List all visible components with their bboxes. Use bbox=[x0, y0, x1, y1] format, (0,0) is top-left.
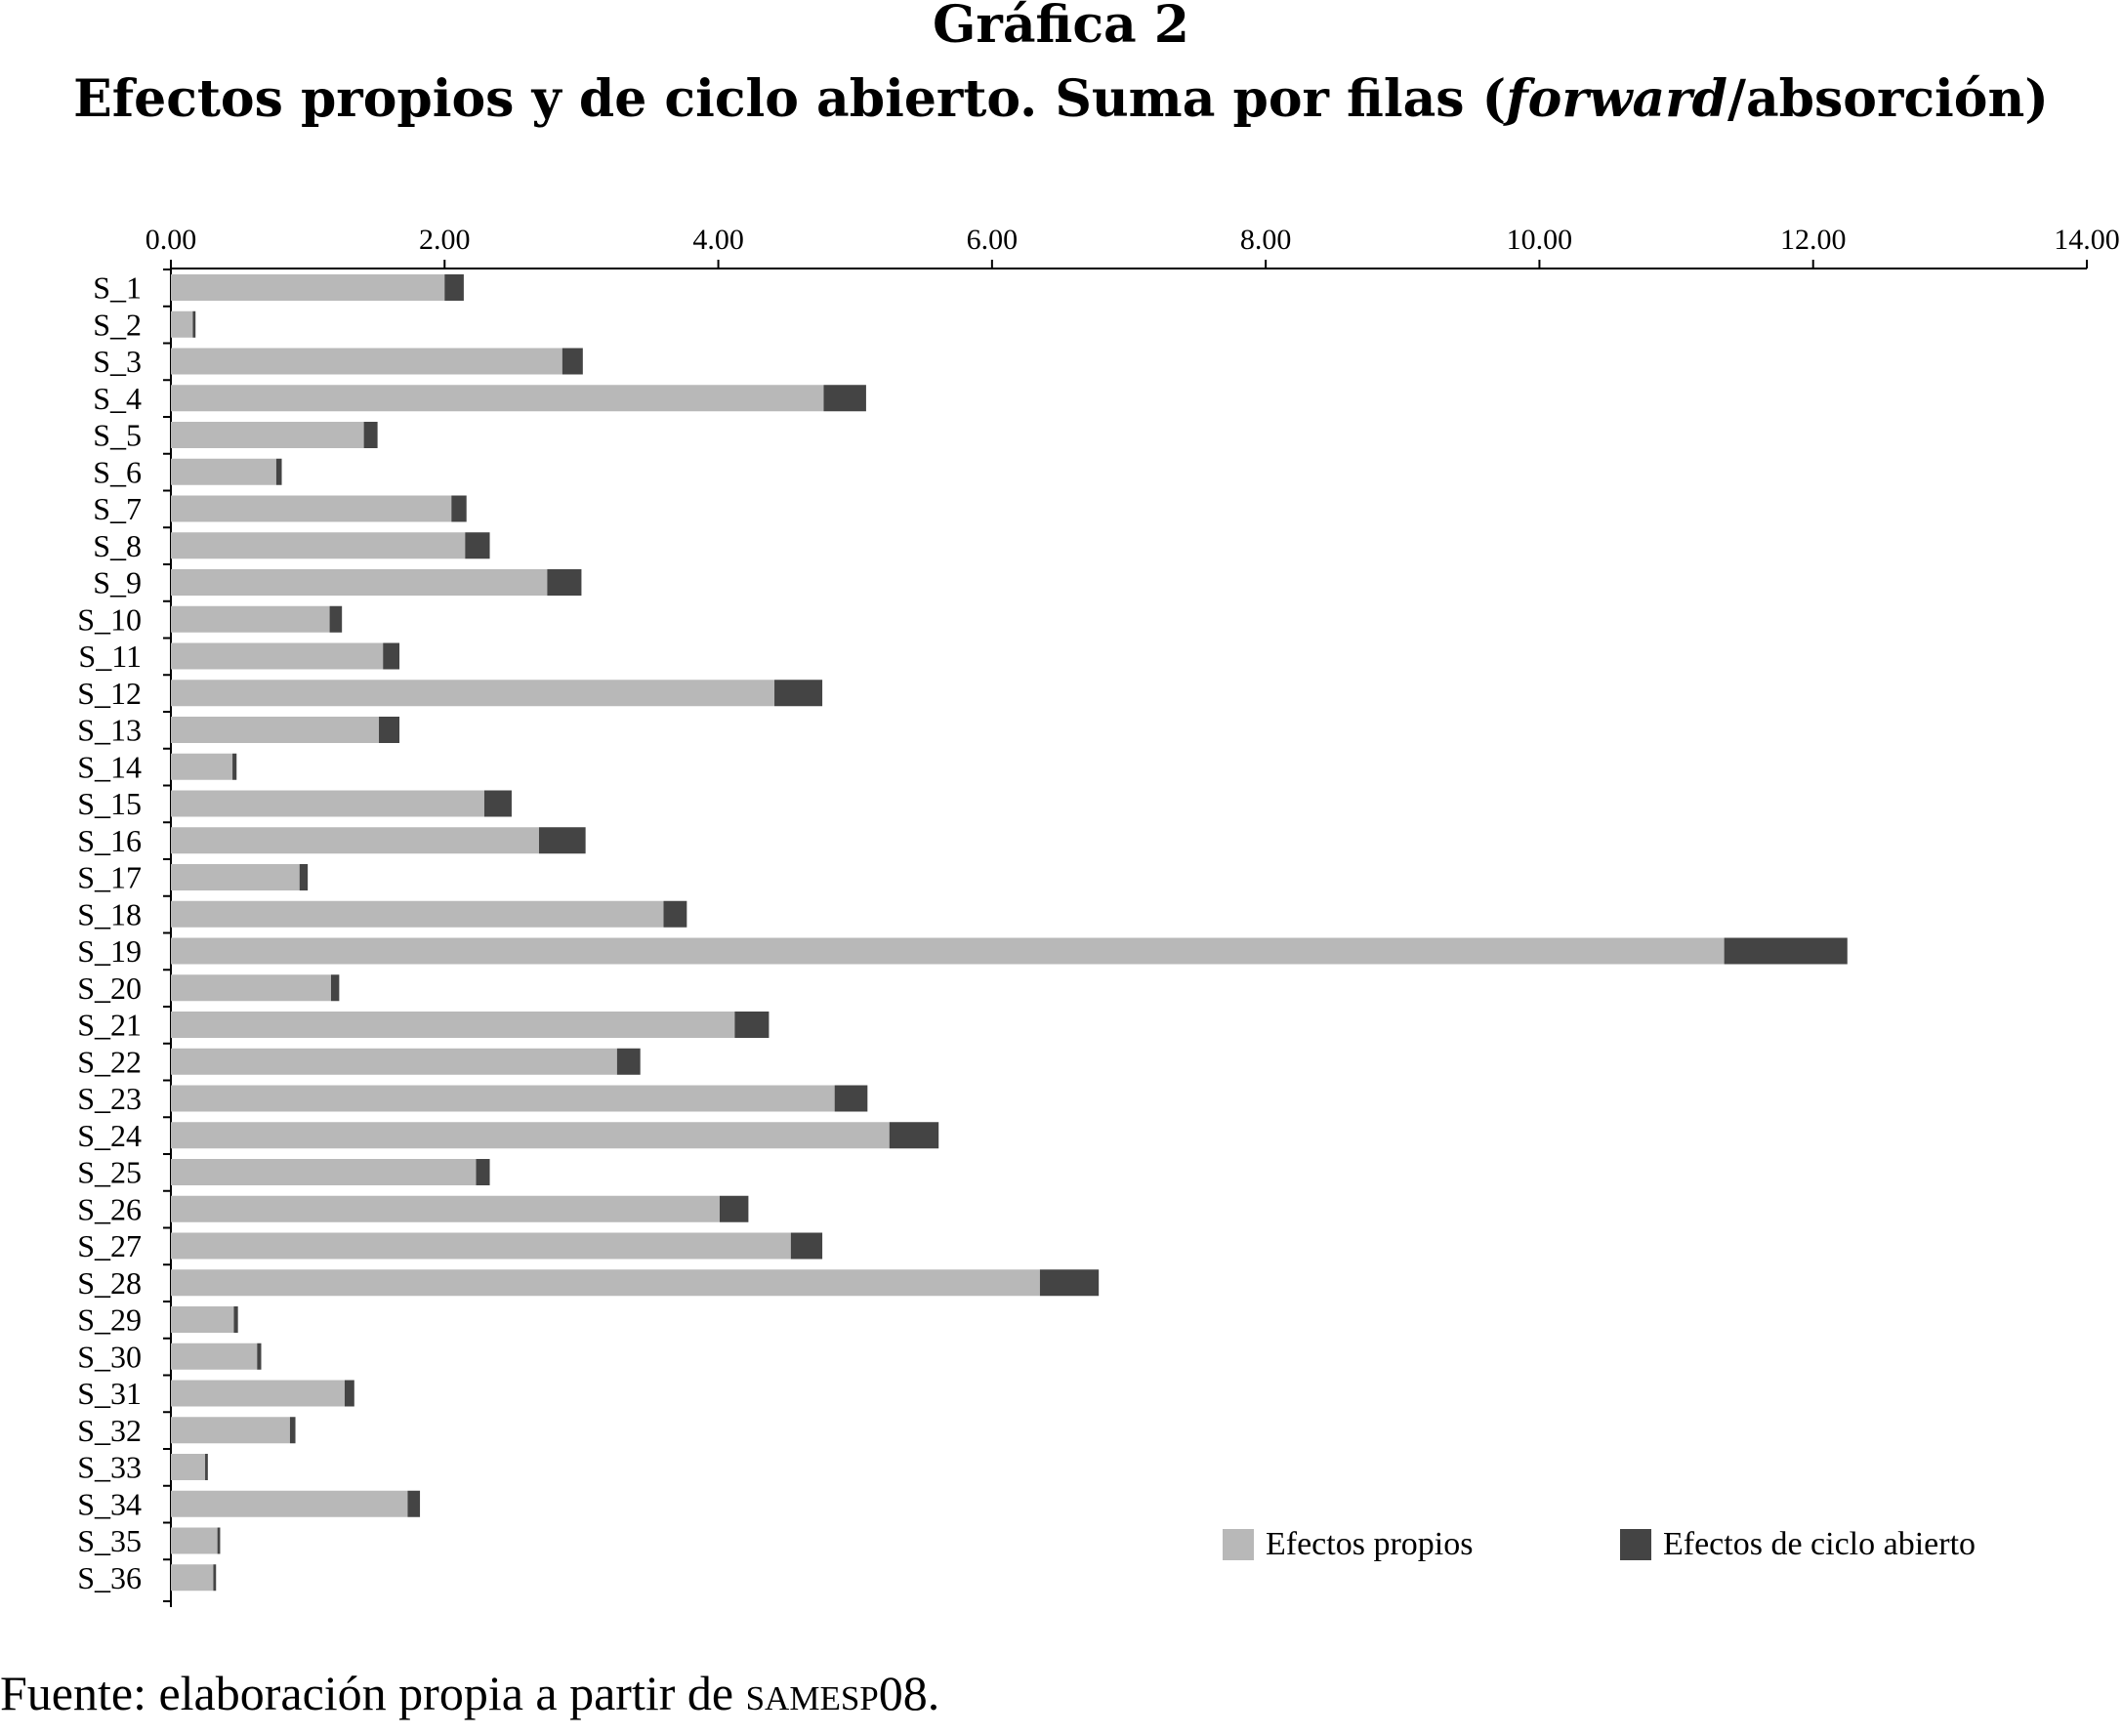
chart-title: Gráfica 2 bbox=[933, 0, 1189, 55]
category-label: S_24 bbox=[77, 1117, 142, 1153]
x-axis bbox=[146, 224, 2120, 269]
source-prefix: Fuente: elaboración propia a partir de bbox=[0, 1666, 746, 1720]
bar-efectos-ciclo-abierto bbox=[465, 532, 489, 558]
category-label: S_2 bbox=[93, 307, 142, 343]
category-label: S_20 bbox=[77, 970, 142, 1006]
bar-efectos-ciclo-abierto bbox=[547, 569, 581, 596]
bar-efectos-propios bbox=[171, 717, 379, 743]
chart-subtitle-italic: forward bbox=[1506, 69, 1727, 129]
bar-efectos-propios bbox=[171, 1343, 257, 1370]
legend-efectos-ciclo-abierto bbox=[1620, 1526, 1976, 1562]
category-label: S_7 bbox=[93, 491, 142, 526]
bar-efectos-propios bbox=[171, 901, 664, 928]
bar-efectos-ciclo-abierto bbox=[345, 1381, 354, 1407]
x-tick-label: 10.00 bbox=[1506, 224, 1573, 256]
category-label: S_27 bbox=[77, 1228, 142, 1263]
category-label: S_14 bbox=[77, 749, 142, 785]
x-tick-label: 8.00 bbox=[1239, 224, 1292, 256]
x-tick-label: 12.00 bbox=[1779, 224, 1847, 256]
category-label: S_17 bbox=[77, 859, 142, 895]
y-axis bbox=[77, 269, 171, 1607]
bar-efectos-ciclo-abierto bbox=[233, 1306, 237, 1333]
bar-efectos-ciclo-abierto bbox=[562, 349, 583, 375]
category-label: S_25 bbox=[77, 1154, 142, 1190]
category-label: S_8 bbox=[93, 527, 142, 563]
category-label: S_28 bbox=[77, 1264, 142, 1301]
bar-efectos-propios bbox=[171, 1269, 1040, 1296]
bar-efectos-propios bbox=[171, 754, 232, 780]
category-label: S_35 bbox=[77, 1523, 142, 1558]
bar-efectos-ciclo-abierto bbox=[407, 1491, 420, 1517]
bar-efectos-ciclo-abierto bbox=[257, 1343, 261, 1370]
bar-efectos-ciclo-abierto bbox=[383, 643, 399, 670]
bar-efectos-ciclo-abierto bbox=[379, 717, 399, 743]
x-tick-label: 14.00 bbox=[2054, 224, 2120, 256]
category-label: S_16 bbox=[77, 822, 142, 858]
bar-efectos-propios bbox=[171, 1233, 791, 1260]
source-suffix: 08. bbox=[878, 1666, 940, 1720]
category-label: S_23 bbox=[77, 1081, 142, 1116]
bar-efectos-propios bbox=[171, 1491, 407, 1517]
bar-efectos-propios bbox=[171, 1528, 218, 1554]
bar-efectos-propios bbox=[171, 1159, 477, 1185]
bar-efectos-propios bbox=[171, 680, 774, 706]
bar-efectos-ciclo-abierto bbox=[451, 496, 466, 522]
category-label: S_22 bbox=[77, 1044, 142, 1080]
bar-efectos-ciclo-abierto bbox=[835, 1086, 868, 1112]
bar-efectos-ciclo-abierto bbox=[720, 1196, 748, 1222]
category-label: S_3 bbox=[93, 344, 142, 379]
bar-efectos-propios bbox=[171, 791, 484, 817]
bar-efectos-ciclo-abierto bbox=[444, 274, 464, 301]
legend-label: Efectos de ciclo abierto bbox=[1663, 1526, 1976, 1562]
bar-efectos-propios bbox=[171, 1454, 205, 1480]
category-label: S_12 bbox=[77, 675, 142, 711]
bar-efectos-propios bbox=[171, 459, 276, 485]
bar-efectos-propios bbox=[171, 1417, 290, 1443]
x-tick-label: 0.00 bbox=[145, 224, 197, 256]
category-label: S_15 bbox=[77, 786, 142, 821]
category-label: S_32 bbox=[77, 1412, 142, 1448]
category-label: S_4 bbox=[93, 380, 142, 416]
bar-efectos-propios bbox=[171, 827, 539, 853]
bar-efectos-ciclo-abierto bbox=[791, 1233, 822, 1260]
bar-efectos-propios bbox=[171, 274, 444, 301]
category-label: S_21 bbox=[77, 1007, 142, 1043]
category-label: S_29 bbox=[77, 1302, 142, 1338]
bar-efectos-ciclo-abierto bbox=[330, 606, 343, 633]
bar-efectos-propios bbox=[171, 422, 364, 448]
bar-efectos-ciclo-abierto bbox=[192, 311, 195, 338]
bar-efectos-propios bbox=[171, 311, 192, 338]
bar-efectos-propios bbox=[171, 864, 300, 890]
bar-efectos-propios bbox=[171, 1049, 617, 1075]
bar-efectos-propios bbox=[171, 1381, 345, 1407]
legend bbox=[1223, 1526, 1976, 1562]
category-label: S_33 bbox=[77, 1449, 142, 1485]
category-label: S_36 bbox=[77, 1559, 142, 1595]
bar-efectos-ciclo-abierto bbox=[300, 864, 308, 890]
bar-efectos-ciclo-abierto bbox=[774, 680, 822, 706]
category-label: S_34 bbox=[77, 1486, 142, 1522]
source-note bbox=[0, 1665, 939, 1721]
legend-label: Efectos propios bbox=[1266, 1526, 1474, 1562]
bar-efectos-ciclo-abierto bbox=[484, 791, 512, 817]
bar-efectos-ciclo-abierto bbox=[823, 385, 865, 411]
bar-efectos-ciclo-abierto bbox=[734, 1012, 769, 1038]
bar-efectos-propios bbox=[171, 569, 547, 596]
category-label: S_1 bbox=[93, 269, 142, 306]
legend-swatch bbox=[1620, 1529, 1651, 1560]
category-label: S_9 bbox=[93, 564, 142, 600]
bar-efectos-ciclo-abierto bbox=[664, 901, 687, 928]
bar-efectos-propios bbox=[171, 349, 562, 375]
bar-efectos-ciclo-abierto bbox=[218, 1528, 221, 1554]
category-label: S_30 bbox=[77, 1339, 142, 1375]
bar-efectos-propios bbox=[171, 1086, 835, 1112]
bar-efectos-propios bbox=[171, 385, 823, 411]
bar-efectos-propios bbox=[171, 974, 331, 1001]
x-tick-label: 2.00 bbox=[419, 224, 471, 256]
bar-efectos-propios bbox=[171, 1306, 233, 1333]
bars bbox=[171, 274, 1848, 1591]
category-label: S_18 bbox=[77, 896, 142, 932]
bar-efectos-propios bbox=[171, 1564, 213, 1591]
bar-efectos-propios bbox=[171, 532, 465, 558]
category-label: S_10 bbox=[77, 601, 142, 638]
legend-efectos-propios bbox=[1223, 1526, 1473, 1562]
category-label: S_5 bbox=[93, 417, 142, 453]
bar-efectos-ciclo-abierto bbox=[232, 754, 236, 780]
bar-efectos-ciclo-abierto bbox=[205, 1454, 208, 1480]
category-label: S_31 bbox=[77, 1376, 142, 1411]
source-dataset: samesp bbox=[745, 1666, 879, 1720]
category-label: S_11 bbox=[78, 639, 142, 674]
bar-efectos-ciclo-abierto bbox=[617, 1049, 641, 1075]
category-label: S_26 bbox=[77, 1191, 142, 1227]
chart-subtitle-part-2: /absorción) bbox=[1727, 69, 2049, 129]
category-label: S_19 bbox=[77, 933, 142, 969]
category-label: S_13 bbox=[77, 712, 142, 748]
bar-efectos-ciclo-abierto bbox=[364, 422, 378, 448]
bar-efectos-propios bbox=[171, 1196, 720, 1222]
bar-efectos-ciclo-abierto bbox=[539, 827, 586, 853]
bar-efectos-propios bbox=[171, 496, 451, 522]
bar-efectos-ciclo-abierto bbox=[290, 1417, 296, 1443]
chart-subtitle-part-1: Efectos propios y de ciclo abierto. Suma por filas ( bbox=[73, 69, 1507, 129]
bar-efectos-propios bbox=[171, 938, 1725, 965]
bar-efectos-propios bbox=[171, 606, 330, 633]
category-label: S_6 bbox=[93, 454, 142, 490]
x-tick-label: 4.00 bbox=[692, 224, 744, 256]
x-tick-label: 6.00 bbox=[966, 224, 1019, 256]
bar-efectos-propios bbox=[171, 643, 383, 670]
legend-swatch bbox=[1223, 1529, 1254, 1560]
bar-efectos-propios bbox=[171, 1012, 734, 1038]
bar-efectos-ciclo-abierto bbox=[477, 1159, 490, 1185]
bar-efectos-ciclo-abierto bbox=[890, 1122, 938, 1148]
bar-efectos-propios bbox=[171, 1122, 890, 1148]
bar-efectos-ciclo-abierto bbox=[213, 1564, 216, 1591]
bar-efectos-ciclo-abierto bbox=[276, 459, 282, 485]
bar-efectos-ciclo-abierto bbox=[1040, 1269, 1099, 1296]
bar-efectos-ciclo-abierto bbox=[1725, 938, 1848, 965]
bar-efectos-ciclo-abierto bbox=[331, 974, 339, 1001]
